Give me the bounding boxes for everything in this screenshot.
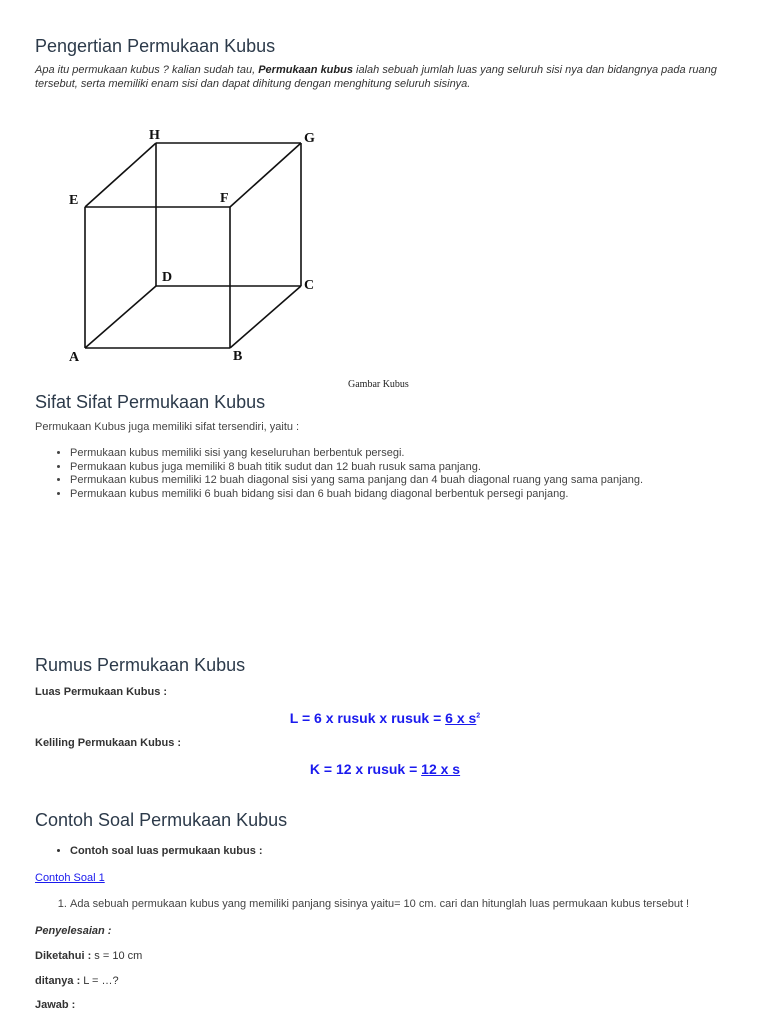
vertex-label-b: B <box>233 349 243 364</box>
keliling-label: Keliling Permukaan Kubus : <box>35 737 182 749</box>
vertex-label-c: C <box>304 278 315 293</box>
jawab-line <box>35 999 75 1011</box>
soal-list <box>35 898 768 910</box>
luas-formula-underlined: 6 x s <box>445 710 477 726</box>
diketahui-label: Diketahui : <box>35 950 92 962</box>
list-item: • Permukaan kubus memiliki 6 buah bidang sisi dan 6 buah bidang diagonal berbentuk persegi panjang. <box>70 488 643 502</box>
vertex-label-g: G <box>304 131 315 146</box>
ditanya-line <box>35 975 119 987</box>
luas-formula-exponent: 2 <box>476 712 481 720</box>
diketahui-value: s = 10 cm <box>91 950 143 962</box>
intro-text-rest: ialah sebuah jumlah luas yang seluruh sisi nya dan bidangnya pada ruang tersebut, serta memiliki enam sisi dan dapat dihitung dengan menghitung seluruh sisinya. <box>35 64 717 90</box>
luas-formula-text: L = 6 x rusuk x rusuk = <box>289 710 446 726</box>
intro-text: Apa itu permukaan kubus ? kalian sudah tau, <box>35 64 259 76</box>
ditanya-value: L = …? <box>80 975 119 987</box>
contoh-list <box>35 845 263 857</box>
sifat-intro: Permukaan Kubus juga memiliki sifat tersendiri, yaitu : <box>35 421 300 433</box>
section-title-contoh: Contoh Soal Permukaan Kubus <box>35 810 288 830</box>
luas-formula <box>35 710 735 726</box>
vertex-label-h: H <box>149 128 160 143</box>
list-item: • Permukaan kubus juga memiliki 8 buah titik sudut dan 12 buah rusuk sama panjang. <box>70 461 643 475</box>
keliling-formula-text: K = 12 x rusuk = <box>309 761 422 777</box>
penyelesaian-text: Penyelesaian : <box>35 925 112 937</box>
figure-caption: Gambar Kubus <box>348 379 409 390</box>
cube-figure <box>63 120 363 370</box>
sifat-list <box>35 447 643 501</box>
list-item: • Contoh soal luas permukaan kubus : <box>70 845 263 857</box>
ditanya-label: ditanya : <box>35 975 81 987</box>
vertex-label-d: D <box>162 270 173 285</box>
edge-fg <box>230 143 301 207</box>
edge-ad <box>85 286 156 348</box>
diketahui-line <box>35 950 142 962</box>
list-item: 1. Ada sebuah permukaan kubus yang memiliki panjang sisinya yaitu= 10 cm. cari dan hitunglah luas permukaan kubus tersebut ! <box>70 898 768 910</box>
jawab-label: Jawab : <box>35 999 76 1011</box>
edge-bc <box>230 286 301 348</box>
keliling-formula <box>35 761 735 777</box>
intro-bold-term: Permukaan kubus <box>258 64 353 76</box>
section-title-rumus: Rumus Permukaan Kubus <box>35 655 246 675</box>
intro-paragraph <box>35 63 735 91</box>
keliling-formula-underlined: 12 x s <box>421 761 461 777</box>
section-title-sifat: Sifat Sifat Permukaan Kubus <box>35 392 266 412</box>
contoh-soal-link[interactable]: Contoh Soal 1 <box>35 872 105 884</box>
list-item: • Permukaan kubus memiliki sisi yang keseluruhan berbentuk persegi. <box>70 447 643 461</box>
section-title-pengertian: Pengertian Permukaan Kubus <box>35 36 276 56</box>
luas-label: Luas Permukaan Kubus : <box>35 686 168 698</box>
list-item: • Permukaan kubus memiliki 12 buah diagonal sisi yang sama panjang dan 4 buah diagonal ruang yang sama panjang. <box>70 474 643 488</box>
edge-eh <box>85 143 156 207</box>
vertex-label-e: E <box>69 193 79 208</box>
vertex-label-f: F <box>220 191 229 206</box>
vertex-label-a: A <box>69 350 80 365</box>
penyelesaian-label <box>35 925 111 937</box>
